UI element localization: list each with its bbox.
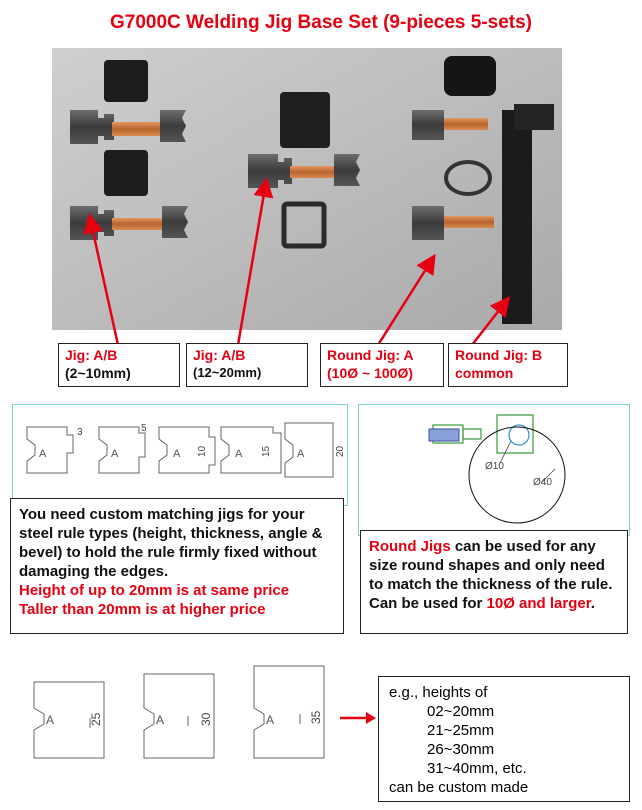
callout-range: (12~20mm) <box>193 365 262 380</box>
profile-3-height: 10 <box>197 445 208 457</box>
tall-jig-2-letter: A <box>156 713 165 727</box>
profile-2-height: 5 <box>141 423 147 434</box>
tall-jig-1-height: 25 <box>89 712 103 726</box>
profile-4-letter: A <box>235 448 243 460</box>
callout-label: Jig: A/B <box>193 347 246 363</box>
profile-1-letter: A <box>39 448 47 460</box>
round-jig-size: 10Ø and larger <box>486 595 591 612</box>
callout-jig-ab-small <box>58 343 180 387</box>
tall-jig-drawings <box>20 660 380 770</box>
arrow-round-a <box>378 258 433 345</box>
jig-profile-drawings <box>13 405 347 505</box>
callout-label: Round Jig: B <box>455 347 543 363</box>
page-title: G7000C Welding Jig Base Set (9-pieces 5-sets) <box>109 12 533 33</box>
profile-5-height: 20 <box>335 445 346 457</box>
callout-arrows <box>0 0 642 400</box>
profile-1-height: 3 <box>77 427 83 438</box>
height-item-3: 26~30mm <box>427 741 495 758</box>
arrow-jig-ab-large <box>238 182 266 345</box>
arrow-jig-ab-small <box>90 218 118 345</box>
callout-range: (10Ø ~ 100Ø) <box>327 365 413 381</box>
profile-5-letter: A <box>297 448 305 460</box>
round-jig-info-box <box>360 530 628 634</box>
round-jig-lead: Round Jigs <box>369 538 451 555</box>
custom-heights-box <box>378 676 630 802</box>
profile-3-letter: A <box>173 448 181 460</box>
custom-jig-info-box <box>10 498 344 634</box>
callout-label: Round Jig: A <box>327 347 414 363</box>
tall-jig-3-letter: A <box>266 713 275 727</box>
same-price-note: Height of up to 20mm is at same price <box>19 582 290 599</box>
round-dim-large: Ø40 <box>533 477 552 488</box>
callout-round-jig-a <box>320 343 444 387</box>
round-jig-drawing <box>359 405 629 535</box>
callout-jig-ab-large <box>186 343 308 387</box>
jig-profile-drawing-panel <box>12 404 348 506</box>
round-jig-drawing-panel <box>358 404 630 536</box>
callout-round-jig-b <box>448 343 568 387</box>
round-jig-end: . <box>590 595 595 612</box>
height-item-4: 31~40mm, etc. <box>427 760 527 777</box>
heights-footer: can be custom made <box>389 779 529 796</box>
round-jig-body: can be used for any size round shapes and only need to match the thickness of the rule. Can be used for <box>369 538 613 612</box>
heights-arrow <box>338 708 378 728</box>
higher-price-note: Taller than 20mm is at higher price <box>19 601 266 618</box>
tall-jig-2-height: 30 <box>199 712 213 726</box>
callout-label: Jig: A/B <box>65 347 118 363</box>
height-item-1: 02~20mm <box>427 703 495 720</box>
tall-jig-1-letter: A <box>46 713 55 727</box>
custom-jig-explanation: You need custom matching jigs for your steel rule types (height, thickness, angle & bevel) to hold the rule firmly fixed without damaging the edges. <box>19 506 323 580</box>
callout-range: (2~10mm) <box>65 365 131 381</box>
callout-range: common <box>455 365 514 381</box>
tall-jig-3-height: 35 <box>309 710 323 724</box>
heights-intro: e.g., heights of <box>389 684 488 701</box>
profile-4-height: 15 <box>261 445 272 457</box>
profile-2-letter: A <box>111 448 119 460</box>
height-item-2: 21~25mm <box>427 722 495 739</box>
arrow-round-b <box>472 300 507 345</box>
round-dim-small: Ø10 <box>485 461 504 472</box>
